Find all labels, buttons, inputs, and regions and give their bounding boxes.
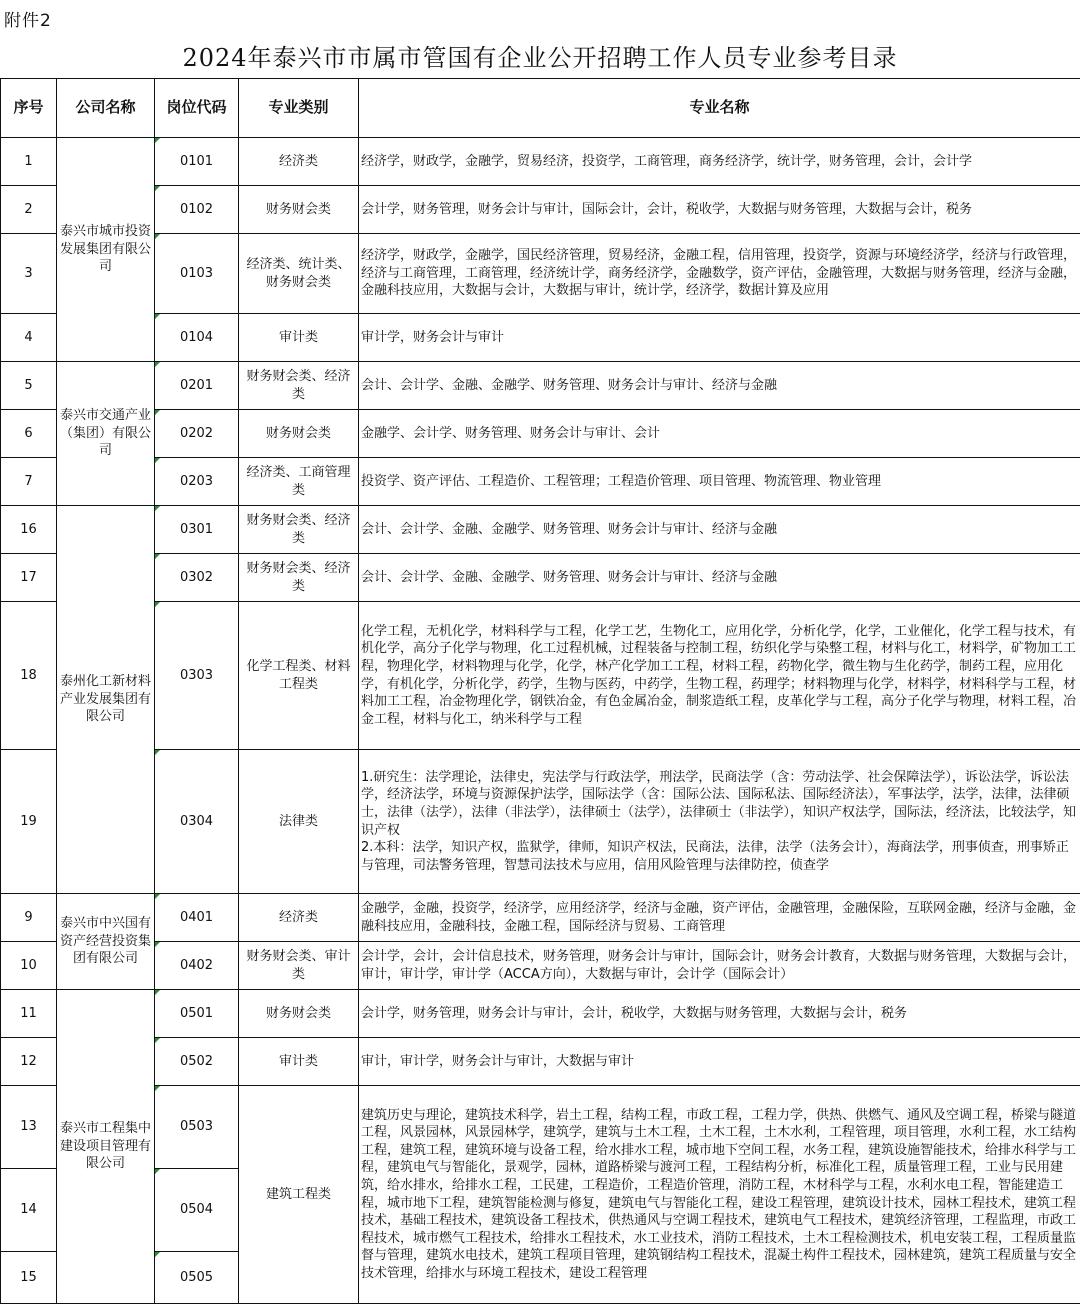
- table-row: [1, 1038, 1080, 1086]
- row-major: 会计学，会计，会计信息技术，财务管理，财务会计与审计，国际会计，财务会计教育，大数据与财务管理，大数据与会计，审计，审计学，审计学（ACCA方向），大数据与审计，会计学（国际会计）: [359, 942, 1080, 990]
- row-major: 会计、会计学、金融、金融学、财务管理、财务会计与审计、经济与金融: [359, 506, 1080, 554]
- row-code: 0502: [155, 1038, 239, 1086]
- row-seq: 17: [1, 554, 57, 602]
- row-code: 0103: [155, 234, 239, 314]
- page-title: 2024年泰兴市市属市管国有企业公开招聘工作人员专业参考目录: [0, 38, 1080, 73]
- row-seq: 6: [1, 410, 57, 458]
- company-name: 泰兴市城市投资发展集团有限公司: [57, 138, 155, 362]
- company-name: 泰兴市中兴国有资产经营投资集团有限公司: [57, 894, 155, 990]
- row-category: 法律类: [239, 750, 359, 894]
- row-major: 会计学，财务管理，财务会计与审计，国际会计，会计，税收学，大数据与财务管理，大数据与会计，税务: [359, 186, 1080, 234]
- major-catalog-table: [0, 78, 1080, 1304]
- row-seq: 18: [1, 602, 57, 750]
- row-seq: 13: [1, 1086, 57, 1169]
- row-code: 0503: [155, 1086, 239, 1169]
- table-row: [1, 942, 1080, 990]
- row-seq: 14: [1, 1169, 57, 1252]
- row-seq: 4: [1, 314, 57, 362]
- row-code: 0102: [155, 186, 239, 234]
- row-seq: 2: [1, 186, 57, 234]
- company-name: 泰兴市交通产业（集团）有限公司: [57, 362, 155, 506]
- row-code: 0101: [155, 138, 239, 186]
- row-category: 经济类、统计类、财务财会类: [239, 234, 359, 314]
- row-category: 财务财会类、经济类: [239, 362, 359, 410]
- row-code: 0401: [155, 894, 239, 942]
- row-major: 金融学、会计学、财务管理、财务会计与审计、会计: [359, 410, 1080, 458]
- row-code: 0301: [155, 506, 239, 554]
- row-category: 经济类: [239, 894, 359, 942]
- row-category: 经济类: [239, 138, 359, 186]
- row-code: 0304: [155, 750, 239, 894]
- row-major: 会计学，财务管理，财务会计与审计，会计，税收学，大数据与财务管理，大数据与会计，税务: [359, 990, 1080, 1038]
- row-code: 0202: [155, 410, 239, 458]
- table-row: [1, 602, 1080, 750]
- table-row: [1, 990, 1080, 1038]
- row-seq: 16: [1, 506, 57, 554]
- row-seq: 3: [1, 234, 57, 314]
- row-major: [359, 750, 1080, 894]
- row-category: 财务财会类: [239, 410, 359, 458]
- row-code: 0504: [155, 1169, 239, 1252]
- row-code: 0203: [155, 458, 239, 506]
- row-code: 0302: [155, 554, 239, 602]
- row-category: 财务财会类、经济类: [239, 506, 359, 554]
- table-row: [1, 750, 1080, 894]
- row-category: 经济类、工商管理类: [239, 458, 359, 506]
- company-name: 泰州化工新材料产业发展集团有限公司: [57, 506, 155, 894]
- row-seq: 19: [1, 750, 57, 894]
- table-row: [1, 362, 1080, 410]
- row-seq: 7: [1, 458, 57, 506]
- row-code: 0303: [155, 602, 239, 750]
- major-line: 1.研究生：法学理论，法律史，宪法学与行政法学，刑法学，民商法学（含：劳动法学、社会保障法学），诉讼法学，诉讼法学，经济法学，环境与资源保护法学，国际法学（含：国际公法、国际私法、国际经济法），军事法学，法学，法律，法律硕士，法律（法学），法律（非法学），法律硕士（法学），法律硕士（非法学），知识产权法学，国际法，经济法，比较法学，知识产权: [361, 769, 1078, 839]
- row-seq: 1: [1, 138, 57, 186]
- table-row: [1, 410, 1080, 458]
- row-category: 审计类: [239, 314, 359, 362]
- row-code: 0501: [155, 990, 239, 1038]
- row-seq: 12: [1, 1038, 57, 1086]
- row-major: 建筑历史与理论，建筑技术科学，岩土工程，结构工程，市政工程，工程力学，供热、供燃气、通风及空调工程，桥梁与隧道工程，风景园林，风景园林学，建筑学，建筑与土木工程，土木工程，土木水利，工程管理，项目管理，水利工程，水工结构工程，建筑工程，建筑环境与设备工程，给水排水工程，城市地下空间工程，水务工程，建筑设施智能技术，给排水科学与工程，建筑电气与智能化，景观学，园林，道路桥梁与渡河工程，工程结构分析，标准化工程，质量管理工程，工业与民用建筑，给水排水，给排水工程，工民建，工程造价，工程造价管理，消防工程，木材科学与工程，水利水电工程，智能建造工程，城市地下工程，建筑智能检测与修复，建筑电气与智能化工程，建设工程管理，建筑设计技术，园林工程技术，建筑工程技术，基础工程技术，建筑设备工程技术，供热通风与空调工程技术，建筑电气工程技术，建筑经济管理，工程监理，市政工程技术，城市燃气工程技术，给排水工程技术，水工业技术，消防工程技术，土木工程检测技术，机电安装工程，工程质量监督与管理，建筑水电技术，建筑工程项目管理，建筑钢结构工程技术，混凝土构件工程技术，园林建筑，建筑工程质量与安全技术管理，给排水与环境工程技术，建设工程管理: [359, 1086, 1080, 1304]
- row-seq: 15: [1, 1252, 57, 1304]
- row-seq: 9: [1, 894, 57, 942]
- table-row: [1, 186, 1080, 234]
- table-row: [1, 138, 1080, 186]
- row-category: 财务财会类、审计类: [239, 942, 359, 990]
- row-major: 经济学，财政学，金融学，贸易经济，投资学，工商管理，商务经济学，统计学，财务管理，会计，会计学: [359, 138, 1080, 186]
- header-major: 专业名称: [359, 79, 1080, 138]
- header-seq: 序号: [1, 79, 57, 138]
- row-category: 财务财会类: [239, 990, 359, 1038]
- header-category: 专业类别: [239, 79, 359, 138]
- table-row: [1, 314, 1080, 362]
- major-line: 2.本科：法学，知识产权，监狱学，律师，知识产权法，民商法，法律，法学（法务会计），海商法学，刑事侦查，刑事矫正与管理，司法警务管理，智慧司法技术与应用，信用风险管理与法律防控，侦查学: [361, 839, 1078, 874]
- row-code: 0402: [155, 942, 239, 990]
- row-category: 建筑工程类: [239, 1086, 359, 1304]
- table-header-row: [1, 79, 1080, 138]
- row-seq: 5: [1, 362, 57, 410]
- row-category: 审计类: [239, 1038, 359, 1086]
- attachment-label: 附件2: [4, 6, 52, 31]
- row-seq: 10: [1, 942, 57, 990]
- table-row: [1, 1086, 1080, 1169]
- table-row: [1, 458, 1080, 506]
- row-major: 投资学、资产评估、工程造价、工程管理；工程造价管理、项目管理、物流管理、物业管理: [359, 458, 1080, 506]
- row-code: 0505: [155, 1252, 239, 1304]
- row-major: 审计学，财务会计与审计: [359, 314, 1080, 362]
- row-category: 财务财会类、经济类: [239, 554, 359, 602]
- row-major: 经济学，财政学，金融学，国民经济管理，贸易经济，金融工程，信用管理，投资学，资源与环境经济学，经济与行政管理，经济与工商管理，工商管理，经济统计学，商务经济学，金融数学，资产评估，金融管理，大数据与财务管理，经济与金融，金融科技应用，大数据与会计，大数据与审计，统计学，经济学，数据计算及应用: [359, 234, 1080, 314]
- table-row: [1, 234, 1080, 314]
- table-row: [1, 506, 1080, 554]
- row-code: 0104: [155, 314, 239, 362]
- company-name: 泰兴市工程集中建设项目管理有限公司: [57, 990, 155, 1304]
- row-code: 0201: [155, 362, 239, 410]
- row-major: 会计、会计学、金融、金融学、财务管理、财务会计与审计、经济与金融: [359, 554, 1080, 602]
- row-category: 财务财会类: [239, 186, 359, 234]
- header-code: 岗位代码: [155, 79, 239, 138]
- row-major: 化学工程，无机化学，材料科学与工程，化学工艺，生物化工，应用化学，分析化学，化学，工业催化，化学工程与技术，有机化学，高分子化学与物理，化工过程机械，过程装备与控制工程，纺织化学与染整工程，材料与化工，材料学，矿物加工工程，物理化学，材料物理与化学，化学，林产化学加工工程，材料工程，药物化学，微生物与生化药学，制药工程，应用化学，有机化学，分析化学，药学，生物与医药，中药学，生物工程，药理学；材料物理与化学，材料学，材料科学与工程，材料加工工程，冶金物理化学，钢铁冶金，有色金属冶金，制浆造纸工程，皮革化学与工程，高分子化学与物理，材料工程，冶金工程，材料与化工，纳米科学与工程: [359, 602, 1080, 750]
- table-row: [1, 554, 1080, 602]
- row-seq: 11: [1, 990, 57, 1038]
- row-major: 审计，审计学，财务会计与审计，大数据与审计: [359, 1038, 1080, 1086]
- header-company: 公司名称: [57, 79, 155, 138]
- table-row: [1, 894, 1080, 942]
- row-major: 会计、会计学、金融、金融学、财务管理、财务会计与审计、经济与金融: [359, 362, 1080, 410]
- row-category: 化学工程类、材料工程类: [239, 602, 359, 750]
- row-major: 金融学，金融，投资学，经济学，应用经济学，经济与金融，资产评估，金融管理，金融保险，互联网金融，经济与金融，金融科技应用，金融科技，金融工程，国际经济与贸易、工商管理: [359, 894, 1080, 942]
